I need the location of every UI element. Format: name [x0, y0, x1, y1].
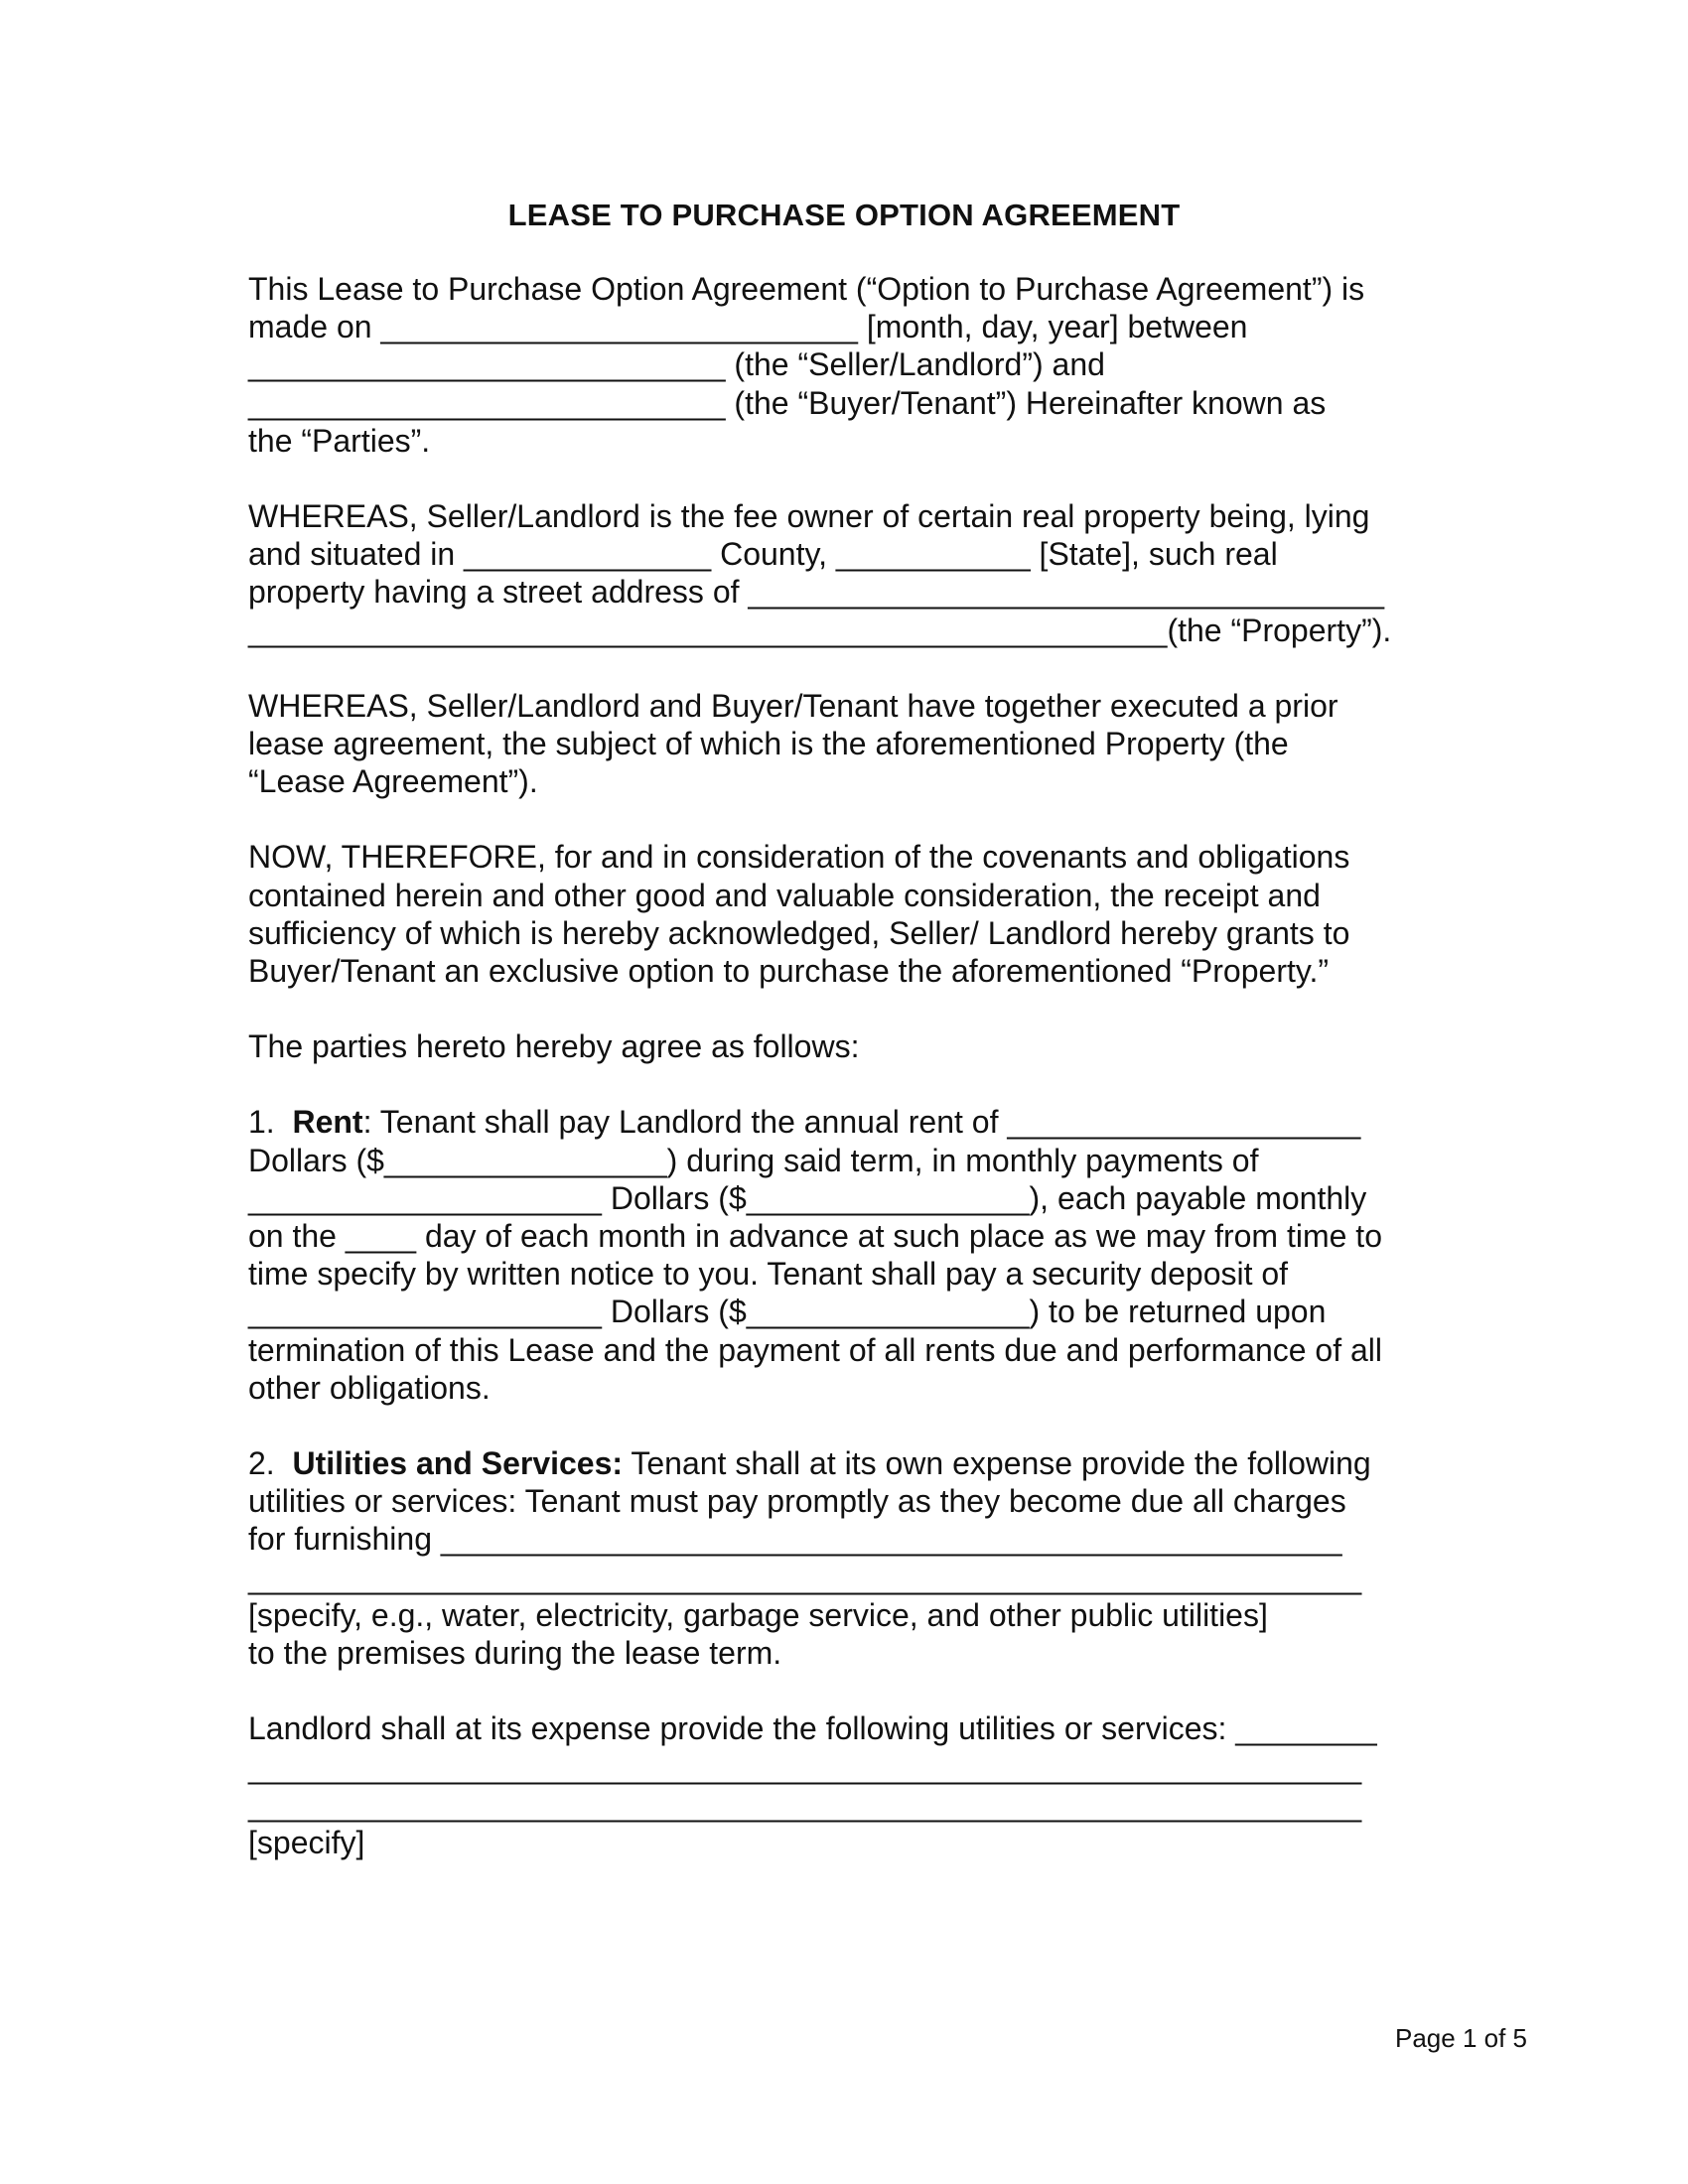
rent-line: time specify by written notice to you. Tenant shall pay a security deposit of — [248, 1256, 1289, 1293]
utilities-line: _______________________________________________________________ — [248, 1559, 1362, 1595]
intro-line: ___________________________ (the “Seller/Landlord”) and — [248, 346, 1105, 383]
intro-line: ___________________________ (the “Buyer/Tenant”) Hereinafter known as — [248, 384, 1327, 421]
agree-paragraph — [248, 1027, 1470, 1065]
now-therefore-line: contained herein and other good and valuable consideration, the receipt and — [248, 877, 1321, 913]
whereas-line: WHEREAS, Seller/Landlord and Buyer/Tenant have together executed a prior — [248, 687, 1338, 724]
section-number: 1. — [248, 1104, 293, 1141]
intro-line: This Lease to Purchase Option Agreement (“Option to Purchase Agreement”) is — [248, 271, 1365, 307]
utilities-first-line-text: Tenant shall at its own expense provide the following — [623, 1445, 1371, 1482]
rent-line: ____________________ Dollars ($________________), each payable monthly — [248, 1179, 1367, 1216]
whereas-line: lease agreement, the subject of which is the aforementioned Property (the — [248, 726, 1289, 762]
whereas-lease-paragraph — [248, 687, 1470, 801]
intro-paragraph — [248, 270, 1470, 460]
whereas-line: property having a street address of ____________________________________ — [248, 574, 1385, 611]
utilities-line: [specify, e.g., water, electricity, garbage service, and other public utilities] — [248, 1596, 1268, 1633]
now-therefore-paragraph — [248, 838, 1470, 990]
landlord-utilities-paragraph — [248, 1709, 1470, 1861]
document-body — [248, 270, 1470, 1899]
section-heading-utilities: Utilities and Services: — [292, 1445, 624, 1482]
intro-line: made on ___________________________ [month, day, year] between — [248, 309, 1248, 345]
rent-line: termination of this Lease and the payment of all rents due and performance of all — [248, 1331, 1383, 1368]
utilities-line: utilities or services: Tenant must pay promptly as they become due all charges — [248, 1483, 1346, 1520]
whereas-line: and situated in ______________ County, ___________ [State], such real — [248, 536, 1278, 573]
whereas-line: ____________________________________________________(the “Property”). — [248, 612, 1392, 648]
rent-line: Dollars ($________________) during said term, in monthly payments of — [248, 1142, 1259, 1178]
section-rent — [248, 1103, 1470, 1407]
whereas-line: WHEREAS, Seller/Landlord is the fee owner of certain real property being, lying — [248, 498, 1370, 535]
page-number: Page 1 of 5 — [1395, 2023, 1527, 2053]
rent-line: on the ____ day of each month in advance at such place as we may from time to — [248, 1218, 1382, 1255]
whereas-property-paragraph — [248, 497, 1470, 649]
whereas-line: “Lease Agreement”). — [248, 763, 538, 800]
now-therefore-line: Buyer/Tenant an exclusive option to purchase the aforementioned “Property.” — [248, 953, 1330, 990]
landlord-utilities-line: Landlord shall at its expense provide the following utilities or services: ________ — [248, 1710, 1377, 1747]
rent-first-line — [248, 1103, 1470, 1141]
utilities-line: to the premises during the lease term. — [248, 1635, 782, 1672]
rent-line: other obligations. — [248, 1369, 491, 1406]
now-therefore-line: NOW, THEREFORE, for and in consideration of the covenants and obligations — [248, 839, 1350, 876]
rent-line: ____________________ Dollars ($________________) to be returned upon — [248, 1294, 1327, 1330]
section-number: 2. — [248, 1445, 293, 1482]
agree-line: The parties hereto hereby agree as follows: — [248, 1028, 860, 1065]
landlord-utilities-line: _______________________________________________________________ — [248, 1748, 1362, 1785]
section-heading-rent: Rent — [292, 1104, 363, 1141]
utilities-first-line — [248, 1444, 1470, 1482]
rent-first-line-text: : Tenant shall pay Landlord the annual rent of ____________________ — [362, 1104, 1361, 1141]
intro-line: the “Parties”. — [248, 422, 431, 459]
utilities-line: for furnishing ___________________________________________________ — [248, 1521, 1342, 1558]
landlord-utilities-line: _______________________________________________________________ — [248, 1786, 1362, 1823]
document-title: LEASE TO PURCHASE OPTION AGREEMENT — [507, 198, 1181, 232]
section-utilities — [248, 1444, 1470, 1672]
now-therefore-line: sufficiency of which is hereby acknowledged, Seller/ Landlord hereby grants to — [248, 914, 1350, 951]
landlord-utilities-line: [specify] — [248, 1824, 365, 1860]
